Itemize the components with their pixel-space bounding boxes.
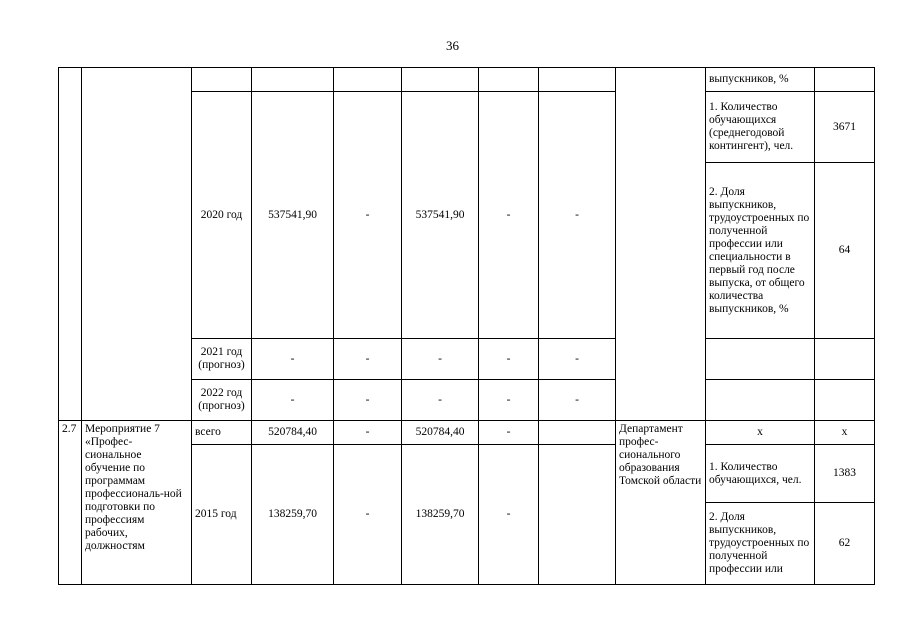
regional-cell: 537541,90 xyxy=(402,92,479,339)
other-cell: - xyxy=(539,339,616,380)
total-cell: - xyxy=(252,339,334,380)
indicator-value-empty xyxy=(815,68,875,92)
regional-cell: 520784,40 xyxy=(402,421,479,445)
federal-cell: - xyxy=(334,380,402,421)
executor-cell: Департамент профес-сионального образования Томской области xyxy=(616,421,706,585)
regional-cell-empty xyxy=(402,68,479,92)
regional-cell: - xyxy=(402,339,479,380)
budget-table xyxy=(58,67,875,585)
total-cell: 520784,40 xyxy=(252,421,334,445)
item-number: 2.7 xyxy=(59,421,82,585)
indicator-name-empty xyxy=(706,339,815,380)
local-cell: - xyxy=(479,421,539,445)
program-table xyxy=(58,67,875,585)
federal-cell: - xyxy=(334,92,402,339)
total-cell-empty xyxy=(252,68,334,92)
page-number: 36 xyxy=(446,38,459,53)
year-cell: 2015 год xyxy=(192,445,252,585)
indicator-name: 2. Доля выпускников, трудоустроенных по полученной профессии или специальности в первый год после выпуска, от общего количества выпускников, % xyxy=(706,163,815,339)
other-cell: - xyxy=(539,380,616,421)
table-row xyxy=(59,68,875,92)
indicator-value: х xyxy=(815,421,875,445)
local-cell-empty xyxy=(479,68,539,92)
num-cell-empty xyxy=(59,68,82,421)
other-cell xyxy=(539,421,616,445)
indicator-value: 1383 xyxy=(815,445,875,503)
item-name: Мероприятие 7 «Профес-сиональное обучение по программам профессиональ-ной подготовки по профессиям рабочих, должностям xyxy=(82,421,192,585)
other-cell xyxy=(539,445,616,585)
year-cell: всего xyxy=(192,421,252,445)
total-cell: 138259,70 xyxy=(252,445,334,585)
local-cell: - xyxy=(479,380,539,421)
year-cell: 2022 год (прогноз) xyxy=(192,380,252,421)
local-cell: - xyxy=(479,445,539,585)
other-cell: - xyxy=(539,92,616,339)
year-cell: 2021 год (прогноз) xyxy=(192,339,252,380)
total-cell: - xyxy=(252,380,334,421)
indicator-name: х xyxy=(706,421,815,445)
indicator-value-empty xyxy=(815,380,875,421)
regional-cell: - xyxy=(402,380,479,421)
local-cell: - xyxy=(479,92,539,339)
federal-cell: - xyxy=(334,445,402,585)
indicator-name: 1. Количество обучающихся, чел. xyxy=(706,445,815,503)
name-cell-empty xyxy=(82,68,192,421)
year-cell-empty xyxy=(192,68,252,92)
table-row xyxy=(59,421,875,445)
indicator-name: выпускников, % xyxy=(706,68,815,92)
indicator-name-empty xyxy=(706,380,815,421)
indicator-value: 62 xyxy=(815,503,875,585)
indicator-name: 1. Количество обучающихся (среднегодовой контингент), чел. xyxy=(706,92,815,163)
total-cell: 537541,90 xyxy=(252,92,334,339)
indicator-value: 3671 xyxy=(815,92,875,163)
federal-cell-empty xyxy=(334,68,402,92)
federal-cell: - xyxy=(334,339,402,380)
executor-cell-empty xyxy=(616,68,706,421)
regional-cell: 138259,70 xyxy=(402,445,479,585)
local-cell: - xyxy=(479,339,539,380)
other-cell-empty xyxy=(539,68,616,92)
federal-cell: - xyxy=(334,421,402,445)
year-cell: 2020 год xyxy=(192,92,252,339)
indicator-value: 64 xyxy=(815,163,875,339)
indicator-value-empty xyxy=(815,339,875,380)
indicator-name: 2. Доля выпускников, трудоустроенных по полученной профессии или xyxy=(706,503,815,585)
